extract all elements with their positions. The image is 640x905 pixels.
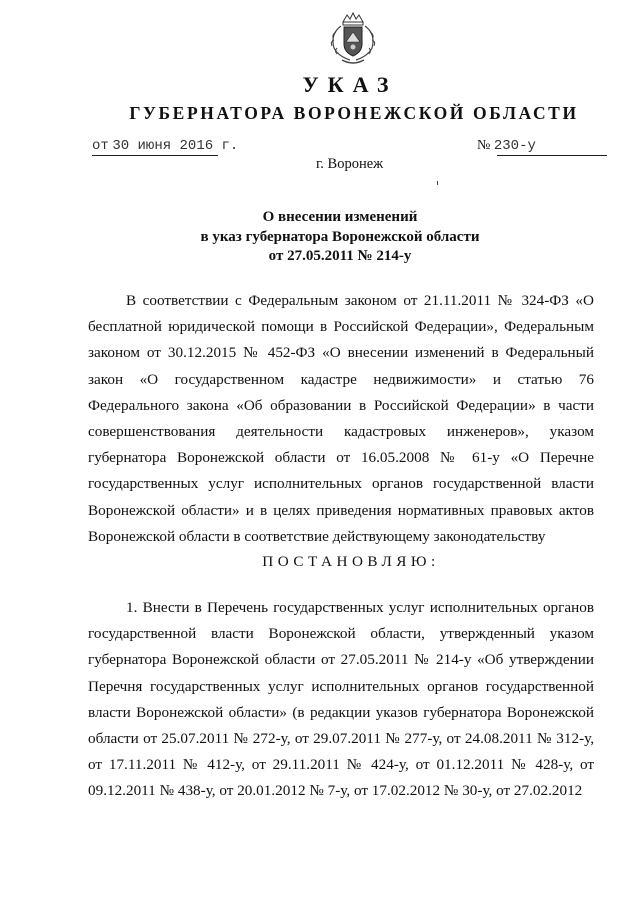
number-value: 230-у — [493, 138, 536, 154]
document-city: г. Воронеж — [316, 156, 384, 172]
document-number — [477, 138, 607, 154]
item-1-paragraph: 1. Внести в Перечень государственных услуг исполнительных органов государственной власти Воронежской области, утвержденный указом губернатора Воронежской области от 27.05.2011 № 214-у «Об утверждении Перечня государственных услуг исполнительных органов государственной власти Воронежской области» (в редакции указов губернатора Воронежской области от 25.07.2011 № 272-у, от 29.07.2011 № 277-у, от 24.08.2011 № 312-у, от 17.11.2011 № 412-у, от 29.11.2011 № 424-у, от 01.12.2011 № 428-у, от 09.12.2011 № 438-у, от 20.01.2012 № 7-у, от 17.02.2012 № 30-у, от 27.02.2012 — [88, 599, 594, 800]
date-underline — [92, 155, 218, 156]
subject-line-3: от 27.05.2011 № 214-у — [268, 248, 412, 264]
number-underline — [497, 155, 607, 156]
number-prefix: № — [477, 138, 491, 153]
date-prefix: от — [92, 138, 109, 154]
date-value: 30 июня 2016 г. — [112, 138, 239, 154]
margin-tick — [437, 181, 442, 185]
document-date — [92, 138, 242, 154]
subject-line-2: в указ губернатора Воронежской области — [200, 228, 480, 245]
document-title: УКАЗ — [302, 72, 398, 97]
voronezh-coat-of-arms-icon — [322, 10, 384, 68]
preamble-paragraph: В соответствии с Федеральным законом от 21.11.2011 № 324-ФЗ «О бесплатной юридической помощи в Российской Федерации», Федеральным законом от 30.12.2015 № 452-ФЗ «О внесении изменений в Федеральный закон «О государственном кадастре недвижимости» и статью 76 Федерального закона «Об образовании в Российской Федерации» в части совершенствования деятельности кадастровых инженеров», указом губернатора Воронежской области от 16.05.2008 № 61-у «О Перечне государственных услуг исполнительных органов государственной власти Воронежской области» и в целях приведения нормативных правовых актов Воронежской области в соответствие действующему законодательству — [88, 292, 594, 545]
decree-word: ПОСТАНОВЛЯЮ: — [262, 553, 440, 570]
subject-line-1: О внесении изменений — [262, 209, 418, 225]
document-subject — [0, 208, 640, 267]
document-subtitle: ГУБЕРНАТОРА ВОРОНЕЖСКОЙ ОБЛАСТИ — [129, 103, 579, 123]
